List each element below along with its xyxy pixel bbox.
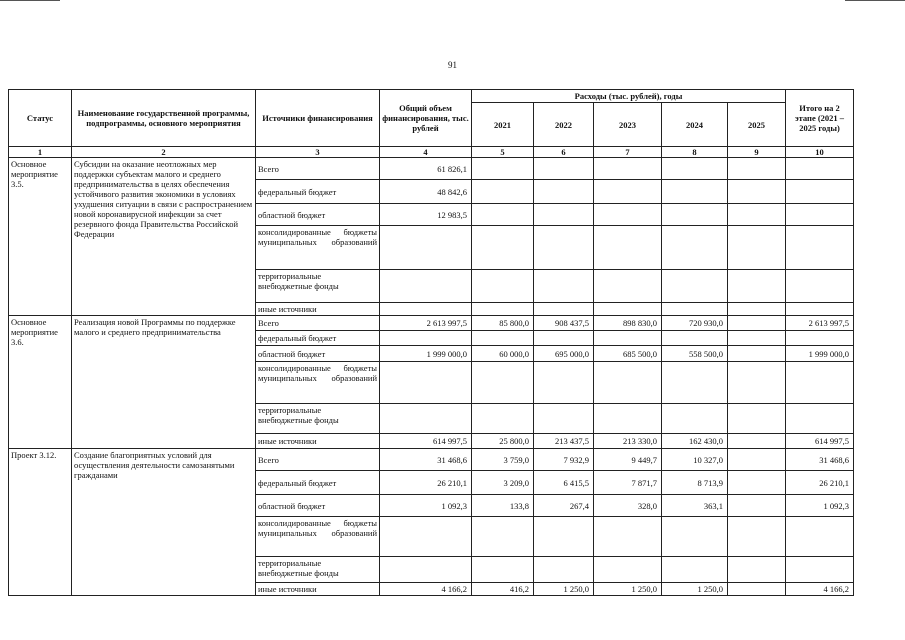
year-2024-cell bbox=[662, 362, 728, 404]
year-2023-cell: 213 330,0 bbox=[594, 434, 662, 449]
measure-name-cell: Создание благоприятных условий для осуществления деятельности самозанятыми гражданами bbox=[72, 449, 256, 596]
year-2024-cell: 8 713,9 bbox=[662, 471, 728, 495]
itogo-cell bbox=[786, 362, 854, 404]
header-sources: Источники финансирования bbox=[256, 90, 380, 147]
year-2025-cell bbox=[728, 449, 786, 471]
col-number: 7 bbox=[594, 147, 662, 158]
year-2022-cell: 908 437,5 bbox=[534, 316, 594, 331]
year-2022-cell bbox=[534, 204, 594, 226]
header-expenses: Расходы (тыс. рублей), годы bbox=[472, 90, 786, 103]
year-2022-cell bbox=[534, 180, 594, 204]
itogo-cell bbox=[786, 158, 854, 180]
year-2021-cell bbox=[472, 226, 534, 270]
source-cell: областной бюджет bbox=[256, 495, 380, 517]
col-number: 1 bbox=[9, 147, 72, 158]
year-2021-cell bbox=[472, 204, 534, 226]
col-number: 8 bbox=[662, 147, 728, 158]
year-2024-cell bbox=[662, 404, 728, 434]
header-year-2022: 2022 bbox=[534, 103, 594, 147]
total-cell: 61 826,1 bbox=[380, 158, 472, 180]
year-2025-cell bbox=[728, 517, 786, 557]
itogo-cell: 1 092,3 bbox=[786, 495, 854, 517]
itogo-cell bbox=[786, 404, 854, 434]
year-2025-cell bbox=[728, 270, 786, 303]
year-2025-cell bbox=[728, 471, 786, 495]
year-2021-cell: 133,8 bbox=[472, 495, 534, 517]
itogo-cell bbox=[786, 180, 854, 204]
year-2023-cell bbox=[594, 204, 662, 226]
total-cell bbox=[380, 404, 472, 434]
total-cell: 48 842,6 bbox=[380, 180, 472, 204]
year-2023-cell: 1 250,0 bbox=[594, 583, 662, 596]
year-2022-cell: 213 437,5 bbox=[534, 434, 594, 449]
table-row bbox=[9, 316, 854, 331]
year-2023-cell: 328,0 bbox=[594, 495, 662, 517]
total-cell bbox=[380, 270, 472, 303]
year-2025-cell bbox=[728, 158, 786, 180]
source-cell: Всего bbox=[256, 316, 380, 331]
year-2024-cell: 720 930,0 bbox=[662, 316, 728, 331]
year-2023-cell bbox=[594, 226, 662, 270]
page-number: 91 bbox=[448, 60, 457, 70]
total-cell bbox=[380, 362, 472, 404]
year-2023-cell: 685 500,0 bbox=[594, 346, 662, 362]
year-2025-cell bbox=[728, 346, 786, 362]
source-cell: федеральный бюджет bbox=[256, 471, 380, 495]
year-2022-cell bbox=[534, 158, 594, 180]
status-cell: Основное мероприятие 3.6. bbox=[9, 316, 72, 449]
itogo-cell bbox=[786, 204, 854, 226]
itogo-cell bbox=[786, 303, 854, 316]
year-2022-cell: 7 932,9 bbox=[534, 449, 594, 471]
source-cell: иные источники bbox=[256, 434, 380, 449]
year-2022-cell bbox=[534, 270, 594, 303]
source-cell: Всего bbox=[256, 449, 380, 471]
source-cell: территориальные внебюджетные фонды bbox=[256, 270, 380, 303]
year-2023-cell bbox=[594, 158, 662, 180]
source-cell: Всего bbox=[256, 158, 380, 180]
col-number: 2 bbox=[72, 147, 256, 158]
year-2022-cell: 695 000,0 bbox=[534, 346, 594, 362]
total-cell: 4 166,2 bbox=[380, 583, 472, 596]
total-cell bbox=[380, 331, 472, 346]
total-cell: 1 092,3 bbox=[380, 495, 472, 517]
total-cell: 12 983,5 bbox=[380, 204, 472, 226]
year-2021-cell bbox=[472, 557, 534, 583]
itogo-cell bbox=[786, 331, 854, 346]
year-2024-cell bbox=[662, 158, 728, 180]
year-2021-cell: 3 759,0 bbox=[472, 449, 534, 471]
year-2025-cell bbox=[728, 316, 786, 331]
total-cell bbox=[380, 557, 472, 583]
year-2021-cell: 3 209,0 bbox=[472, 471, 534, 495]
year-2023-cell: 898 830,0 bbox=[594, 316, 662, 331]
year-2021-cell: 25 800,0 bbox=[472, 434, 534, 449]
itogo-cell: 1 999 000,0 bbox=[786, 346, 854, 362]
header-name: Наименование государственной программы, подпрограммы, основного мероприятия bbox=[72, 90, 256, 147]
year-2021-cell bbox=[472, 180, 534, 204]
total-cell: 614 997,5 bbox=[380, 434, 472, 449]
year-2024-cell bbox=[662, 557, 728, 583]
source-cell: иные источники bbox=[256, 303, 380, 316]
itogo-cell bbox=[786, 557, 854, 583]
scan-edge-mark-right bbox=[845, 0, 905, 1]
year-2025-cell bbox=[728, 362, 786, 404]
year-2021-cell bbox=[472, 331, 534, 346]
year-2024-cell: 558 500,0 bbox=[662, 346, 728, 362]
measure-name-cell: Реализация новой Программы по поддержке малого и среднего предпринимательства bbox=[72, 316, 256, 449]
source-cell: федеральный бюджет bbox=[256, 331, 380, 346]
year-2023-cell bbox=[594, 362, 662, 404]
total-cell bbox=[380, 226, 472, 270]
total-cell bbox=[380, 517, 472, 557]
header-year-2023: 2023 bbox=[594, 103, 662, 147]
year-2024-cell bbox=[662, 303, 728, 316]
itogo-cell: 2 613 997,5 bbox=[786, 316, 854, 331]
measure-name-cell: Субсидии на оказание неотложных мер поддержки субъектам малого и среднего предпринимательства в целях обеспечения устойчивого развития экономики в условиях ухудшения ситуации в связи с распространением новой коронавирусной инфекции за счет резервного фонда Правительства Российской Федерации bbox=[72, 158, 256, 316]
total-cell: 31 468,6 bbox=[380, 449, 472, 471]
itogo-cell: 26 210,1 bbox=[786, 471, 854, 495]
year-2025-cell bbox=[728, 226, 786, 270]
year-2025-cell bbox=[728, 331, 786, 346]
year-2024-cell: 10 327,0 bbox=[662, 449, 728, 471]
year-2023-cell bbox=[594, 180, 662, 204]
year-2024-cell bbox=[662, 331, 728, 346]
itogo-cell: 31 468,6 bbox=[786, 449, 854, 471]
year-2025-cell bbox=[728, 583, 786, 596]
col-number: 6 bbox=[534, 147, 594, 158]
year-2021-cell bbox=[472, 303, 534, 316]
year-2021-cell: 85 800,0 bbox=[472, 316, 534, 331]
year-2023-cell bbox=[594, 270, 662, 303]
scan-edge-mark-left bbox=[0, 0, 60, 1]
source-cell: консолидированные бюджеты муниципальных образований bbox=[256, 517, 380, 557]
source-cell: иные источники bbox=[256, 583, 380, 596]
year-2023-cell: 9 449,7 bbox=[594, 449, 662, 471]
header-year-2024: 2024 bbox=[662, 103, 728, 147]
table-row bbox=[9, 158, 854, 180]
year-2022-cell: 1 250,0 bbox=[534, 583, 594, 596]
year-2022-cell bbox=[534, 331, 594, 346]
year-2025-cell bbox=[728, 557, 786, 583]
year-2022-cell bbox=[534, 226, 594, 270]
year-2021-cell: 60 000,0 bbox=[472, 346, 534, 362]
itogo-cell: 4 166,2 bbox=[786, 583, 854, 596]
year-2025-cell bbox=[728, 495, 786, 517]
year-2024-cell bbox=[662, 204, 728, 226]
year-2024-cell: 162 430,0 bbox=[662, 434, 728, 449]
year-2025-cell bbox=[728, 404, 786, 434]
source-cell: областной бюджет bbox=[256, 346, 380, 362]
status-cell: Проект 3.12. bbox=[9, 449, 72, 596]
total-cell: 1 999 000,0 bbox=[380, 346, 472, 362]
itogo-cell bbox=[786, 226, 854, 270]
year-2023-cell bbox=[594, 331, 662, 346]
col-number: 4 bbox=[380, 147, 472, 158]
source-cell: консолидированные бюджеты муниципальных образований bbox=[256, 226, 380, 270]
header-total-volume: Общий объем финансирования, тыс. рублей bbox=[380, 90, 472, 147]
year-2022-cell bbox=[534, 557, 594, 583]
year-2024-cell bbox=[662, 270, 728, 303]
header-year-2025: 2025 bbox=[728, 103, 786, 147]
col-number: 5 bbox=[472, 147, 534, 158]
source-cell: консолидированные бюджеты муниципальных образований bbox=[256, 362, 380, 404]
year-2024-cell bbox=[662, 180, 728, 204]
financing-table bbox=[8, 89, 854, 596]
year-2022-cell bbox=[534, 404, 594, 434]
year-2025-cell bbox=[728, 204, 786, 226]
year-2025-cell bbox=[728, 434, 786, 449]
header-year-2021: 2021 bbox=[472, 103, 534, 147]
year-2021-cell bbox=[472, 158, 534, 180]
source-cell: областной бюджет bbox=[256, 204, 380, 226]
itogo-cell: 614 997,5 bbox=[786, 434, 854, 449]
year-2023-cell bbox=[594, 517, 662, 557]
itogo-cell bbox=[786, 270, 854, 303]
year-2025-cell bbox=[728, 303, 786, 316]
source-cell: территориальные внебюджетные фонды bbox=[256, 404, 380, 434]
year-2022-cell: 267,4 bbox=[534, 495, 594, 517]
year-2022-cell bbox=[534, 517, 594, 557]
col-number: 9 bbox=[728, 147, 786, 158]
year-2022-cell: 6 415,5 bbox=[534, 471, 594, 495]
source-cell: федеральный бюджет bbox=[256, 180, 380, 204]
year-2021-cell bbox=[472, 404, 534, 434]
year-2021-cell bbox=[472, 270, 534, 303]
col-number: 3 bbox=[256, 147, 380, 158]
status-cell: Основное мероприятие 3.5. bbox=[9, 158, 72, 316]
column-numbers-row bbox=[9, 147, 854, 158]
table-row bbox=[9, 449, 854, 471]
year-2024-cell bbox=[662, 517, 728, 557]
year-2023-cell: 7 871,7 bbox=[594, 471, 662, 495]
header-itogo: Итого на 2 этапе (2021 – 2025 годы) bbox=[786, 90, 854, 147]
header-status: Статус bbox=[9, 90, 72, 147]
year-2022-cell bbox=[534, 362, 594, 404]
year-2021-cell bbox=[472, 362, 534, 404]
itogo-cell bbox=[786, 517, 854, 557]
year-2024-cell bbox=[662, 226, 728, 270]
total-cell: 2 613 997,5 bbox=[380, 316, 472, 331]
total-cell bbox=[380, 303, 472, 316]
total-cell: 26 210,1 bbox=[380, 471, 472, 495]
year-2024-cell: 363,1 bbox=[662, 495, 728, 517]
year-2024-cell: 1 250,0 bbox=[662, 583, 728, 596]
year-2021-cell bbox=[472, 517, 534, 557]
year-2022-cell bbox=[534, 303, 594, 316]
year-2025-cell bbox=[728, 180, 786, 204]
col-number: 10 bbox=[786, 147, 854, 158]
year-2023-cell bbox=[594, 303, 662, 316]
year-2023-cell bbox=[594, 557, 662, 583]
year-2023-cell bbox=[594, 404, 662, 434]
source-cell: территориальные внебюджетные фонды bbox=[256, 557, 380, 583]
year-2021-cell: 416,2 bbox=[472, 583, 534, 596]
